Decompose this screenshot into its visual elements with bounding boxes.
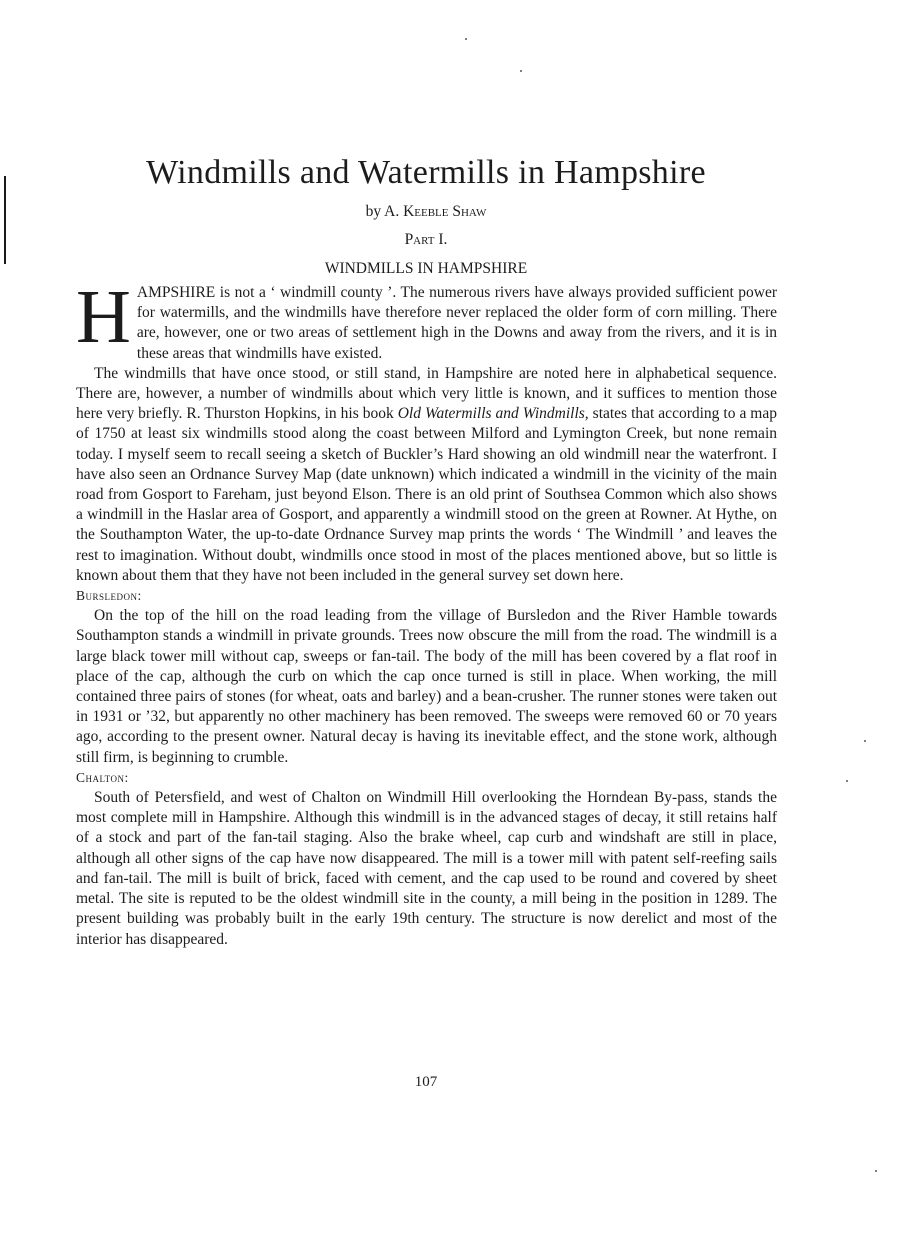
- intro-paragraph-2-text-a: The windmills that have once stood, or still stand, in Hampshire are noted here in alphabetical sequence. There are, however, a number of windmills about which very little is known, and it suffices to mention those here very briefly. R. Thurston Hopkins, in his book: [76, 364, 777, 423]
- scan-speck: [864, 740, 866, 742]
- byline: [0, 203, 852, 221]
- entry-text-chalton: South of Petersfield, and west of Chalton on Windmill Hill overlooking the Horndean By-pass, stands the most complete mill in Hampshire. Although this windmill is in the advanced stages of decay, it still retains half of a stock and part of the fan-tail staging. Also the brake wheel, cap curb and windshaft are still in place, although all other signs of the cap have now disappeared. The mill is a tower mill with patent self-reefing sails and fan-tail. The mill is built of brick, faced with cement, and the cap used to be round and covered by sheet metal. The site is reputed to be the oldest windmill site in the county, a mill being in the position in 1289. The present building was probably built in the early 19th century. The structure is now derelict and most of the interior has disappeared.: [76, 789, 777, 948]
- intro-paragraph-2-text-b: states that according to a map of 1750 at least six windmills stood along the coast between Milford and Lymington Creek, but none remain today. I myself seem to recall seeing a sketch of Buckler’s Hard showing an old windmill near the waterfront. I have also seen an Ordnance Survey Map (date unknown) which indicated a windmill in the vicinity of the main road from Gosport to Fareham, just beyond Elson. There is an old print of Southsea Common which also shows a windmill in the Haslar area of Gosport, and apparently a windmill stood on the green at Rowner. At Hythe, on the Southampton Water, the up-to-date Ordnance Survey map prints the words ‘ The Windmill ’ and leaves the rest to imagination. Without doubt, windmills once stood in most of the places mentioned above, but so little is known about them that they have not been included in the general survey set down here.: [76, 405, 777, 584]
- article-body: [76, 275, 777, 950]
- entry-text-bursledon: On the top of the hill on the road leading from the village of Bursledon and the River Hamble towards Southampton stands a windmill in private grounds. Trees now obscure the mill from the road. The windmill is a large black tower mill without cap, sweeps or fan-tail. The body of the mill has been covered by a flat roof in place of the cap, although the curb on which the cap once turned is still in place. When working, the mill contained three pairs of stones (for wheat, oats and barley) and a bean-crusher. The runner stones were taken out in 1931 or ’32, but apparently no other machinery has been removed. The sweeps were removed 60 or 70 years ago, according to the present owner. Natural decay is having its inevitable effect, and the stone work, although still firm, is beginning to crumble.: [76, 607, 777, 766]
- scan-speck: [465, 38, 467, 40]
- part-label: Part I.: [404, 231, 448, 248]
- scan-speck: [875, 1170, 877, 1172]
- intro-paragraph-2: [76, 364, 777, 586]
- section-heading: WINDMILLS IN HAMPSHIRE: [324, 260, 528, 277]
- entry-heading-chalton: Chalton:: [76, 769, 129, 785]
- article-title: Windmills and Watermills in Hampshire: [146, 154, 706, 191]
- scan-speck: [846, 780, 848, 782]
- intro-paragraph-1: [76, 275, 777, 364]
- entry-heading-bursledon: Bursledon:: [76, 588, 142, 604]
- scan-speck: [520, 70, 522, 72]
- author-name: Keeble Shaw: [403, 203, 487, 220]
- intro-paragraph-1-text: AMPSHIRE is not a ‘ windmill county ’. The numerous rivers have always provided sufficient power for watermills, and the windmills have therefore never replaced the older form of corn milling. There are, however, one or two areas of settlement high in the Downs and away from the rivers, and it is in these areas that windmills have existed.: [136, 284, 777, 362]
- byline-prefix: by A.: [365, 203, 404, 220]
- drop-cap: H: [76, 275, 131, 359]
- book-title: Old Watermills and Windmills,: [397, 405, 589, 423]
- page-number: 107: [414, 1074, 438, 1090]
